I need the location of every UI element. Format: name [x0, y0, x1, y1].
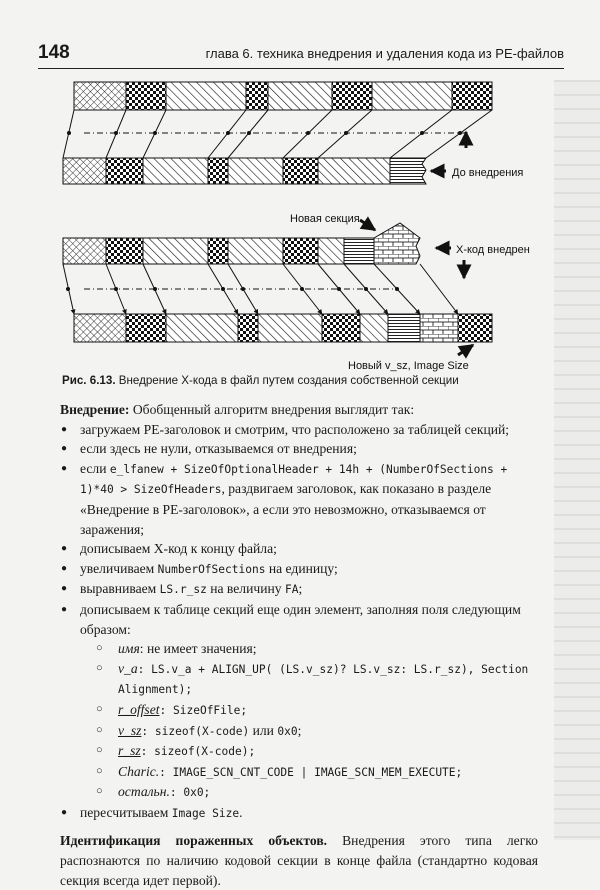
bar-4 [74, 314, 492, 342]
inline-code: e_lfanew + SizeOfOptionalHeader + 14h + (NumberOfSections + 1)*40 > SizeOfHeaders [80, 462, 508, 497]
field-name: имя [118, 641, 140, 657]
field-value: : не имеет значения; [139, 641, 257, 657]
field-value: 0x0 [277, 724, 298, 738]
inline-code: Image Size [171, 806, 240, 820]
list-item-text: ; [298, 581, 303, 597]
list-item-text: пересчитываем [80, 804, 172, 820]
algorithm-list [60, 420, 538, 824]
inline-code: LS.r_sz [159, 583, 207, 597]
svg-text:X-код внедрен: X-код внедрен [456, 244, 530, 256]
list-item [60, 559, 538, 580]
list-item-text: , раздвигаем заголовок, как показано в разделе «Внедрение в PE-заголовок», а если это невозможно, отказываемся от заражения; [80, 481, 492, 537]
intro-paragraph [60, 400, 538, 420]
field-value: : sizeof(X-code); [140, 745, 256, 759]
list-item-text: если [80, 460, 110, 476]
figure-caption [62, 374, 459, 387]
intro-bold: Внедрение: [60, 402, 130, 417]
bar-1 [74, 82, 492, 110]
field-value: или [249, 722, 278, 738]
list-item [60, 579, 538, 600]
list-item-text: на единицу; [265, 560, 338, 576]
caption-text: Внедрение X-кода в файл путем создания собственной секции [115, 374, 459, 387]
field-item [80, 721, 538, 742]
body-text [60, 400, 538, 890]
list-item [60, 803, 538, 824]
facing-page-bleed [554, 80, 600, 840]
field-value: : 0x0; [169, 786, 211, 800]
list-item [60, 539, 538, 559]
field-name: остальн. [118, 784, 170, 800]
figure-6-13 [48, 70, 538, 372]
field-name: v_sz [118, 722, 142, 738]
field-item [80, 639, 538, 659]
identification-bold: Идентификация пораженных объектов. [60, 833, 328, 849]
identification-paragraph [60, 831, 538, 890]
list-item-text: . [239, 804, 243, 820]
list-item [60, 459, 538, 539]
field-name: r_offset [118, 701, 160, 717]
svg-text:Новый v_sz, Image Size: Новый v_sz, Image Size [348, 360, 469, 372]
list-item-text: увеличиваем [80, 560, 158, 576]
intro-text: Обобщенный алгоритм внедрения выглядит так: [129, 402, 415, 417]
field-name: v_a [118, 660, 138, 676]
header-rule [38, 68, 564, 69]
bar-3 [63, 223, 420, 264]
page-number: 148 [38, 42, 70, 63]
identification-text: Внедрения этого типа легко распознаются по наличию кодовой секции в конце файла (стандартно кодовая секция всегда идет первой). [60, 833, 538, 888]
svg-text:Новая секция: Новая секция [290, 213, 360, 225]
caption-label: Рис. 6.13. [62, 374, 116, 387]
field-value: : LS.v_a + ALIGN_UP( (LS.v_sz)? LS.v_sz: LS.r_sz), Section Alignment); [118, 662, 529, 697]
legend-before [431, 132, 523, 179]
field-item [80, 741, 538, 762]
list-item-text: дописываем X-код к концу файла; [80, 541, 277, 557]
list-item [60, 600, 538, 803]
legend-new-size [348, 345, 473, 372]
page-header [38, 42, 564, 66]
field-item [80, 659, 538, 700]
field-item [80, 700, 538, 721]
field-name: Charic. [118, 763, 160, 779]
list-item-text: на величину [206, 581, 285, 597]
new-section-label [290, 213, 375, 230]
bar-2 [63, 158, 426, 184]
field-value: ; [297, 722, 302, 738]
legend-xcode [436, 244, 530, 278]
field-value: : IMAGE_SCN_CNT_CODE | IMAGE_SCN_MEM_EXECUTE; [159, 765, 463, 779]
list-item-text: дописываем к таблице секций еще один элемент, заполняя поля следующим образом: [80, 601, 521, 637]
field-item [80, 782, 538, 803]
list-item-text: если здесь не нули, отказываемся от внедрения; [80, 441, 357, 457]
list-item-text: выравниваем [80, 581, 160, 597]
section-fields-list [80, 639, 538, 803]
connectors-1-2 [63, 110, 492, 158]
list-item [60, 420, 538, 440]
field-item [80, 762, 538, 783]
list-item [60, 439, 538, 459]
inline-code: FA [284, 583, 299, 597]
inline-code: NumberOfSections [157, 562, 266, 576]
field-value: : SizeOfFile; [159, 703, 248, 717]
list-item-text: загружаем PE-заголовок и смотрим, что расположено за таблицей секций; [80, 421, 510, 437]
label-before: До внедрения [452, 167, 524, 179]
chapter-title: глава 6. техника внедрения и удаления кода из PE-файлов [205, 46, 564, 61]
field-value: : sizeof(X-code) [141, 724, 250, 738]
field-name: r_sz [118, 743, 141, 759]
